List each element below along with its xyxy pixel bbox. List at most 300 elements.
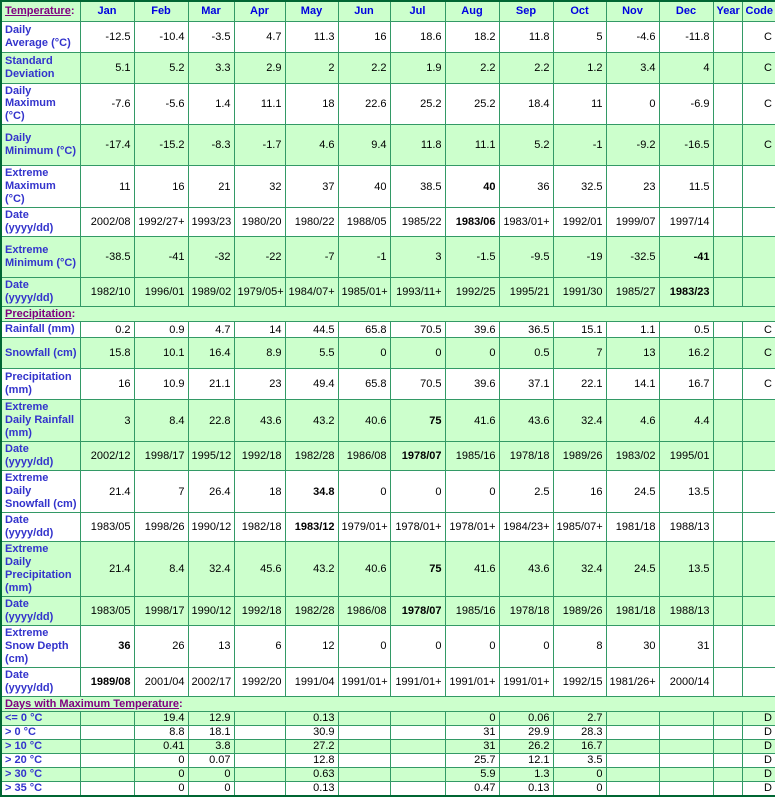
precipitation-section-link-text: Precipitation [5,308,72,321]
data-cell: 25.2 [390,83,445,125]
data-cell: 1981/18 [606,513,659,542]
data-cell: 24.5 [606,471,659,513]
temperature-section-colon: : [70,5,75,18]
code-cell: D [742,753,775,767]
data-cell: 39.6 [445,369,499,400]
data-cell: 1985/22 [390,208,445,237]
row-label: Date (yyyy/dd) [1,667,80,696]
data-cell: 1979/01+ [338,513,390,542]
data-cell: -7 [285,237,338,278]
data-cell: 4.4 [659,400,713,442]
data-cell: 31 [445,739,499,753]
data-cell: 41.6 [445,542,499,597]
data-cell: -7.6 [80,83,134,125]
data-cell: -1.5 [445,237,499,278]
data-cell [80,767,134,781]
row-label: Extreme Daily Snowfall (cm) [1,471,80,513]
data-cell: 2001/04 [134,667,188,696]
data-cell: -4.6 [606,21,659,52]
data-cell: 29.9 [499,725,553,739]
data-cell [606,767,659,781]
data-cell: 24.5 [606,542,659,597]
data-cell [234,711,285,725]
data-cell: 16 [80,369,134,400]
data-cell: 13.5 [659,542,713,597]
code-cell [742,542,775,597]
data-cell: 7 [553,338,606,369]
data-cell: 1989/08 [80,667,134,696]
data-cell: 1991/01+ [499,667,553,696]
data-cell: -32 [188,237,234,278]
data-cell: 2.7 [553,711,606,725]
precipitation-section-colon: : [71,308,76,321]
data-cell: 32.4 [553,542,606,597]
data-cell: 43.2 [285,542,338,597]
year-cell [713,739,742,753]
month-header-dec: Dec [659,1,713,21]
data-cell: 12 [285,625,338,667]
data-cell: 1981/18 [606,596,659,625]
data-cell: 16 [553,471,606,513]
year-cell [713,711,742,725]
data-cell [80,781,134,796]
data-cell [659,753,713,767]
data-cell: 2000/14 [659,667,713,696]
data-cell: 31 [445,725,499,739]
data-cell: 14 [234,322,285,338]
data-cell: 0.9 [134,322,188,338]
data-cell: 1983/05 [80,596,134,625]
data-cell: 1978/07 [390,442,445,471]
data-cell: 0.13 [285,711,338,725]
row-label: Precipitation (mm) [1,369,80,400]
row-label: Date (yyyy/dd) [1,596,80,625]
data-cell: 0 [188,767,234,781]
data-cell: 0.2 [80,322,134,338]
data-cell: 34.8 [285,471,338,513]
table-row [1,21,775,52]
data-cell [606,753,659,767]
data-cell [234,753,285,767]
data-cell: -10.4 [134,21,188,52]
code-cell [742,471,775,513]
days-with-maximum-temperature-section-colon: : [179,697,183,710]
data-cell: 1993/11+ [390,278,445,307]
data-cell: 0.13 [285,781,338,796]
row-label: > 30 °C [1,767,80,781]
data-cell: 32.4 [553,400,606,442]
data-cell: 2002/08 [80,208,134,237]
code-cell [742,278,775,307]
data-cell: 1978/01+ [390,513,445,542]
data-cell: 4.7 [234,21,285,52]
data-cell: 19.4 [134,711,188,725]
table-row [1,781,775,796]
data-cell: 11.8 [390,125,445,166]
data-cell: 1984/23+ [499,513,553,542]
data-cell: 11.5 [659,166,713,208]
code-cell: D [742,711,775,725]
code-cell [742,166,775,208]
data-cell: 0 [338,338,390,369]
precipitation-section-link[interactable] [5,308,75,320]
data-cell: 32 [234,166,285,208]
data-cell: 0.63 [285,767,338,781]
data-cell [659,725,713,739]
code-cell: D [742,767,775,781]
data-cell: 2.2 [499,52,553,83]
data-cell: 1986/08 [338,596,390,625]
data-cell [659,781,713,796]
data-cell: 43.6 [499,400,553,442]
data-cell: 2.2 [445,52,499,83]
data-cell: 1989/26 [553,596,606,625]
code-cell [742,667,775,696]
year-cell [713,781,742,796]
data-cell: 70.5 [390,369,445,400]
days-with-maximum-temperature-section-link[interactable] [5,698,183,710]
data-cell: 1985/07+ [553,513,606,542]
code-cell: C [742,21,775,52]
data-cell: 3.4 [606,52,659,83]
code-cell: D [742,739,775,753]
data-cell: 1983/12 [285,513,338,542]
data-cell: 1986/08 [338,442,390,471]
row-label: Daily Average (°C) [1,21,80,52]
data-cell: 2.9 [234,52,285,83]
table-row [1,711,775,725]
data-cell: 18.6 [390,21,445,52]
data-cell: -22 [234,237,285,278]
data-cell [338,781,390,796]
data-cell: 32.4 [188,542,234,597]
data-cell: 5.2 [134,52,188,83]
code-cell: C [742,369,775,400]
row-label: Date (yyyy/dd) [1,513,80,542]
data-cell: 4 [659,52,713,83]
data-cell: 22.1 [553,369,606,400]
year-cell [713,442,742,471]
data-cell: 1983/06 [445,208,499,237]
data-cell: 12.1 [499,753,553,767]
data-cell: 8.9 [234,338,285,369]
table-row [1,208,775,237]
data-cell: 0 [445,471,499,513]
data-cell: 2002/12 [80,442,134,471]
data-cell: 1998/17 [134,442,188,471]
row-label: Standard Deviation [1,52,80,83]
code-cell [742,596,775,625]
data-cell: 0 [445,338,499,369]
data-cell: 1991/30 [553,278,606,307]
data-cell: 0.13 [499,781,553,796]
data-cell: 30.9 [285,725,338,739]
data-cell: 37.1 [499,369,553,400]
data-cell: 3.8 [188,739,234,753]
data-cell: -16.5 [659,125,713,166]
data-cell [659,711,713,725]
data-cell: 0 [445,711,499,725]
data-cell: -1.7 [234,125,285,166]
data-cell [338,753,390,767]
section-header-row [1,307,775,322]
data-cell: 0.41 [134,739,188,753]
data-cell: 30 [606,625,659,667]
data-cell: 40.6 [338,400,390,442]
code-header: Code [742,1,775,21]
data-cell [338,711,390,725]
year-cell [713,278,742,307]
data-cell: 1988/13 [659,596,713,625]
data-cell: -8.3 [188,125,234,166]
data-cell: 13 [606,338,659,369]
data-cell: 5.1 [80,52,134,83]
table-row [1,596,775,625]
month-header-apr: Apr [234,1,285,21]
data-cell: 18 [285,83,338,125]
table-header-row [1,1,775,21]
data-cell: 10.1 [134,338,188,369]
data-cell: 11 [553,83,606,125]
code-cell [742,442,775,471]
data-cell: 32.5 [553,166,606,208]
table-row [1,513,775,542]
data-cell: 10.9 [134,369,188,400]
year-cell [713,21,742,52]
data-cell [606,781,659,796]
data-cell: 26.4 [188,471,234,513]
row-label: > 10 °C [1,739,80,753]
table-row [1,442,775,471]
data-cell: 16.7 [659,369,713,400]
data-cell: 40 [338,166,390,208]
table-row [1,338,775,369]
row-label: Date (yyyy/dd) [1,208,80,237]
data-cell: 1982/28 [285,596,338,625]
data-cell: 8.4 [134,542,188,597]
section-header-cell [1,696,775,711]
data-cell [234,767,285,781]
table-row [1,125,775,166]
row-label: Daily Minimum (°C) [1,125,80,166]
data-cell: 2.5 [499,471,553,513]
data-cell [606,725,659,739]
table-row [1,471,775,513]
year-cell [713,166,742,208]
data-cell: 75 [390,400,445,442]
section-header-row [1,696,775,711]
data-cell: 0 [390,625,445,667]
data-cell: 0 [134,781,188,796]
data-cell: 0 [338,471,390,513]
year-cell [713,208,742,237]
data-cell: 16 [338,21,390,52]
data-cell: 7 [134,471,188,513]
data-cell: 3 [390,237,445,278]
data-cell: 0 [499,625,553,667]
data-cell: 13.5 [659,471,713,513]
data-cell: 1978/18 [499,596,553,625]
year-cell [713,83,742,125]
data-cell: 11 [80,166,134,208]
month-header-may: May [285,1,338,21]
data-cell: 1999/07 [606,208,659,237]
data-cell: -1 [338,237,390,278]
year-cell [713,237,742,278]
month-header-jul: Jul [390,1,445,21]
data-cell: 1978/01+ [445,513,499,542]
data-cell: 1.1 [606,322,659,338]
data-cell: 16.2 [659,338,713,369]
data-cell [659,739,713,753]
data-cell: 65.8 [338,322,390,338]
data-cell: 4.6 [285,125,338,166]
data-cell: 0 [338,625,390,667]
data-cell: 12.8 [285,753,338,767]
data-cell: 36.5 [499,322,553,338]
data-cell: -19 [553,237,606,278]
data-cell [80,725,134,739]
data-cell: 1991/04 [285,667,338,696]
year-cell [713,369,742,400]
data-cell: 5.2 [499,125,553,166]
data-cell: 1984/07+ [285,278,338,307]
data-cell: 3 [80,400,134,442]
data-cell: 15.1 [553,322,606,338]
data-cell: 0.07 [188,753,234,767]
data-cell: 70.5 [390,322,445,338]
data-cell: 1989/02 [188,278,234,307]
data-cell: 0.06 [499,711,553,725]
row-label: Extreme Daily Precipitation (mm) [1,542,80,597]
data-cell: 0 [445,625,499,667]
year-cell [713,596,742,625]
data-cell: 22.8 [188,400,234,442]
data-cell: 75 [390,542,445,597]
data-cell: 8 [553,625,606,667]
data-cell: 18.2 [445,21,499,52]
year-cell [713,338,742,369]
data-cell [234,739,285,753]
month-header-jan: Jan [80,1,134,21]
month-header-jun: Jun [338,1,390,21]
data-cell: 1979/05+ [234,278,285,307]
data-cell: 8.4 [134,400,188,442]
data-cell: 1978/18 [499,442,553,471]
temperature-header-cell [1,1,80,21]
row-label: Daily Maximum (°C) [1,83,80,125]
table-row [1,725,775,739]
data-cell: 1988/13 [659,513,713,542]
data-cell: 1983/02 [606,442,659,471]
data-cell: -15.2 [134,125,188,166]
data-cell: 1990/12 [188,513,234,542]
data-cell: 13 [188,625,234,667]
data-cell: 23 [234,369,285,400]
data-cell [659,767,713,781]
data-cell: 0 [553,781,606,796]
data-cell [80,739,134,753]
data-cell: 41.6 [445,400,499,442]
data-cell: 1983/05 [80,513,134,542]
data-cell: 0.5 [659,322,713,338]
data-cell: 1990/12 [188,596,234,625]
data-cell: 26.2 [499,739,553,753]
code-cell: C [742,83,775,125]
code-cell: D [742,781,775,796]
data-cell: -11.8 [659,21,713,52]
data-cell: 18.1 [188,725,234,739]
data-cell: -3.5 [188,21,234,52]
data-cell: 1982/18 [234,513,285,542]
table-row [1,667,775,696]
data-cell: -5.6 [134,83,188,125]
year-cell [713,725,742,739]
data-cell [390,767,445,781]
data-cell: 2.2 [338,52,390,83]
table-row [1,767,775,781]
data-cell: 18 [234,471,285,513]
data-cell: 1998/26 [134,513,188,542]
data-cell: 43.6 [234,400,285,442]
data-cell: 0 [390,338,445,369]
year-cell [713,471,742,513]
data-cell: 6 [234,625,285,667]
table-row [1,542,775,597]
code-cell [742,625,775,667]
row-label: Snowfall (cm) [1,338,80,369]
data-cell: 5.9 [445,767,499,781]
data-cell: 25.7 [445,753,499,767]
data-cell [338,725,390,739]
row-label: Extreme Daily Rainfall (mm) [1,400,80,442]
data-cell: 16.7 [553,739,606,753]
data-cell: -41 [134,237,188,278]
data-cell: 11.1 [234,83,285,125]
year-cell [713,52,742,83]
code-cell [742,237,775,278]
table-row [1,400,775,442]
year-cell [713,542,742,597]
data-cell: 0 [390,471,445,513]
data-cell: 43.6 [499,542,553,597]
year-cell [713,667,742,696]
data-cell: 1983/01+ [499,208,553,237]
data-cell: 12.9 [188,711,234,725]
data-cell: 1985/16 [445,596,499,625]
data-cell: 0.5 [499,338,553,369]
data-cell: 1992/15 [553,667,606,696]
data-cell: 27.2 [285,739,338,753]
temperature-section-link[interactable] [5,5,75,17]
data-cell: -17.4 [80,125,134,166]
data-cell: 1992/18 [234,442,285,471]
data-cell [390,781,445,796]
data-cell: 21.4 [80,471,134,513]
year-cell [713,625,742,667]
data-cell: 5 [553,21,606,52]
row-label: Rainfall (mm) [1,322,80,338]
data-cell: -9.5 [499,237,553,278]
year-cell [713,125,742,166]
month-header-sep: Sep [499,1,553,21]
table-row [1,625,775,667]
data-cell: 1985/27 [606,278,659,307]
row-label: Extreme Maximum (°C) [1,166,80,208]
data-cell: 5.5 [285,338,338,369]
data-cell: 36 [499,166,553,208]
data-cell: 1.3 [499,767,553,781]
